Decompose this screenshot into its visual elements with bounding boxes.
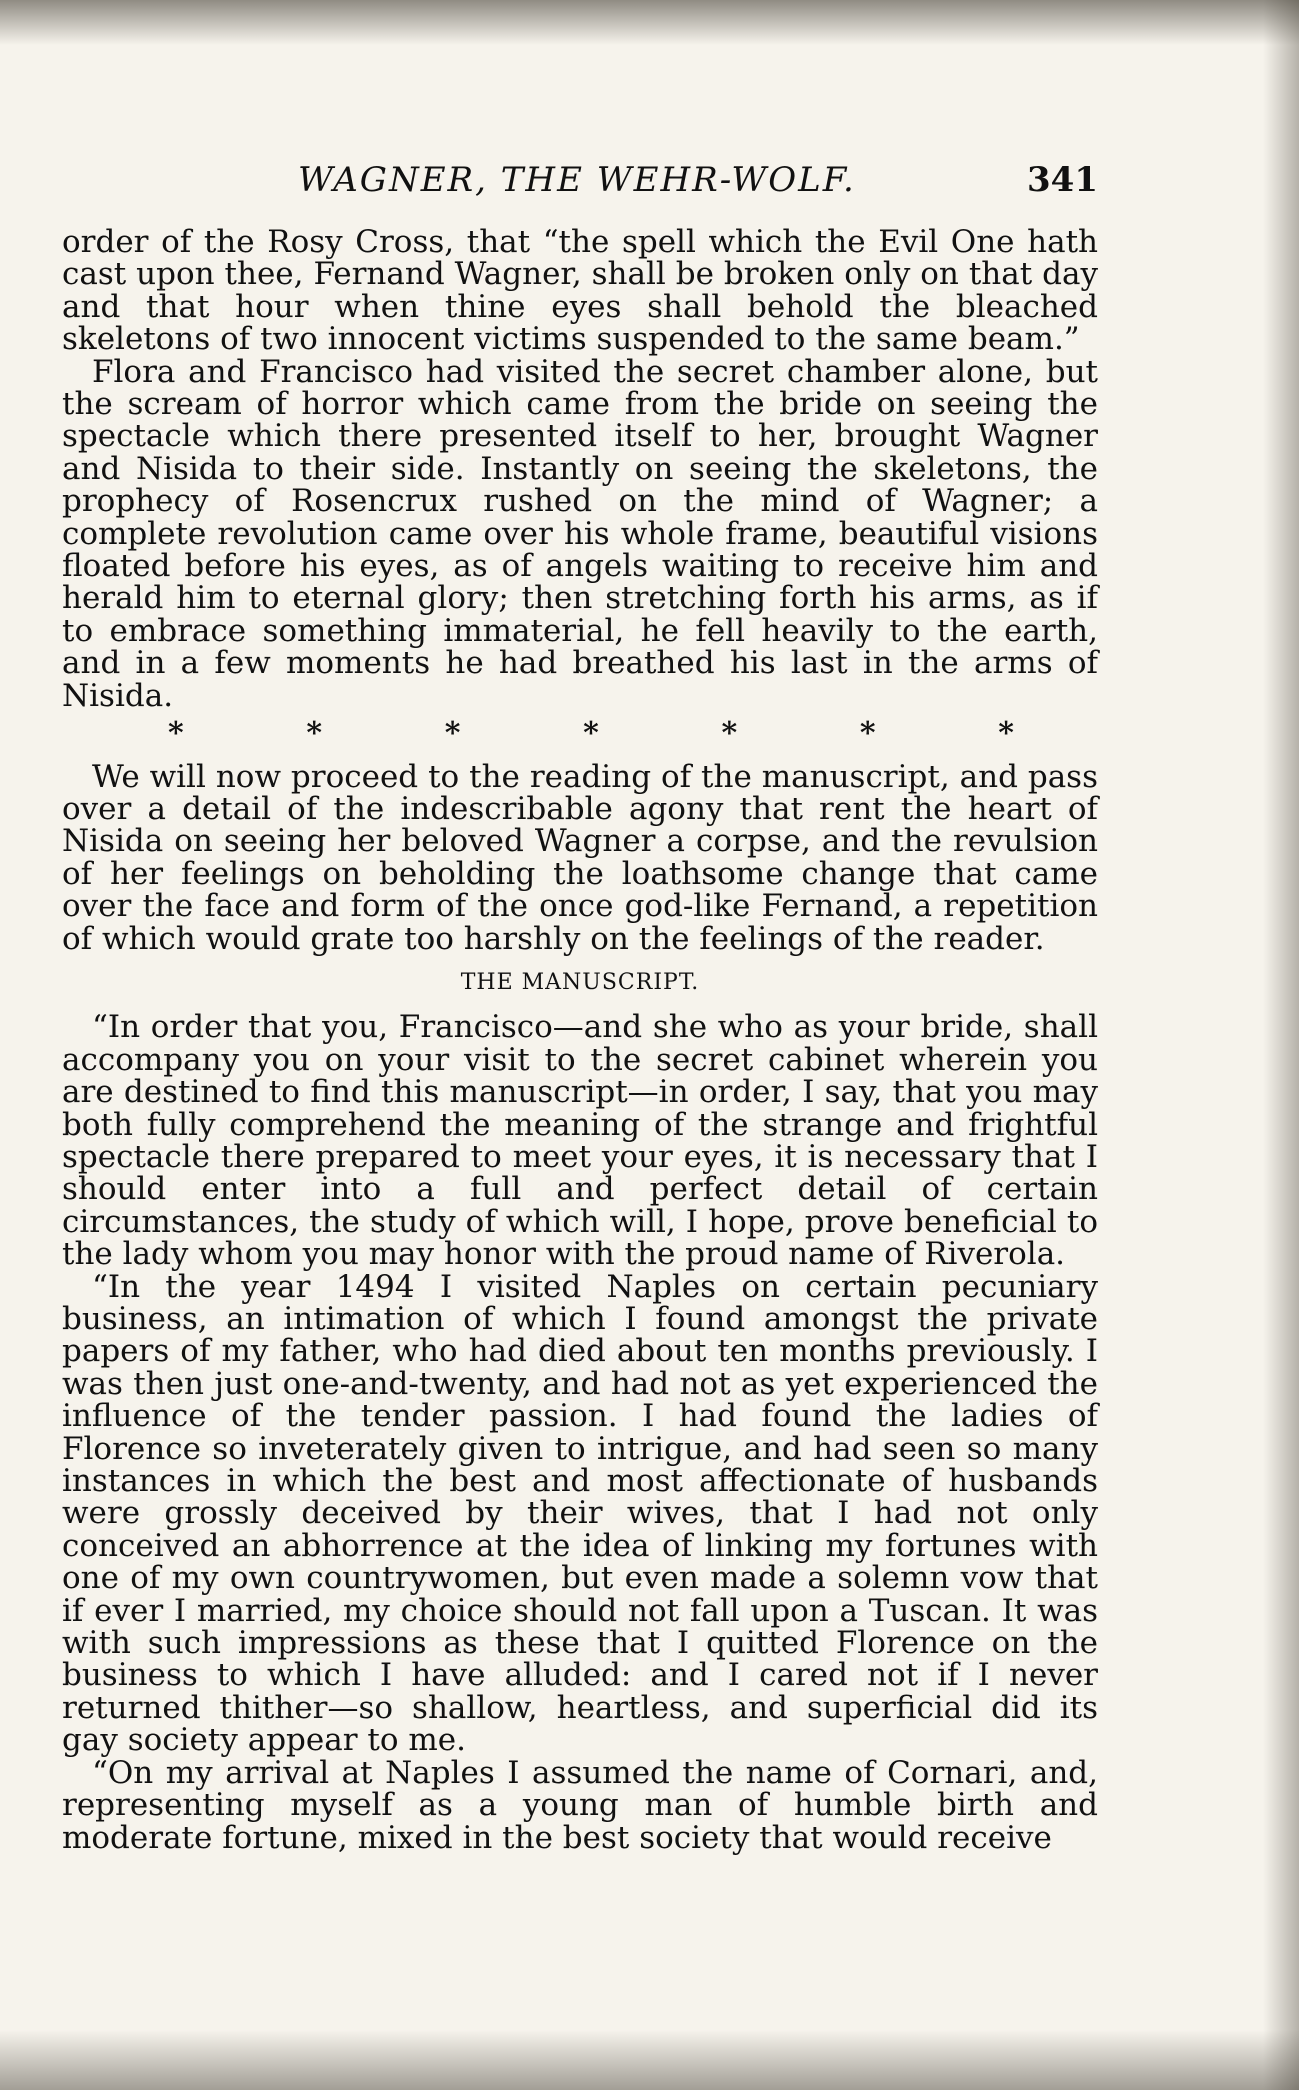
asterisk: *	[721, 716, 738, 752]
page-edge-shadow-right	[1263, 0, 1299, 2090]
page-number: 341	[1027, 160, 1098, 200]
section-heading: THE MANUSCRIPT.	[460, 969, 700, 995]
section-break	[62, 712, 1098, 760]
page-edge-shadow-top	[0, 0, 1299, 45]
asterisk: *	[583, 716, 599, 752]
page-edge-shadow-bottom	[0, 2030, 1299, 2090]
running-title: WAGNER, THE WEHR-WOLF.	[298, 160, 856, 200]
paragraph: Flora and Francisco had visited the secret chamber alone, but the scream of horror which came from the bride on seeing the spectacle which there presented itself to her, brought Wagner and Nisida to their side. Instantly on seeing the skeletons, the prophecy of Rosencrux rushed on the mind of Wagner; a complete revolution came over his whole frame, beautiful visions floated before his eyes, as of angels waiting to receive him and herald him to eternal glory; then stretching forth his arms, as if to embrace something immaterial, he fell heavily to the earth, and in a few moments he had breathed his last in the arms of Nisida.	[62, 353, 1098, 714]
paragraph: We will now proceed to the reading of the manuscript, and pass over a detail of the indescribable agony that rent the heart of Nisida on seeing her beloved Wagner a corpse, and the revulsion of her feelings on beholding the loathsome change that came over the face and form of the once god-like Fernand, a repetition of which would grate too harshly on the feelings of the reader.	[62, 758, 1098, 957]
asterisk: *	[998, 716, 1014, 752]
asterisk: *	[306, 716, 323, 752]
body-text	[62, 226, 1098, 1854]
asterisk: *	[859, 716, 876, 752]
paragraph: “In the year 1494 I visited Naples on certain pecuniary business, an intimation of which I found amongst the private papers of my father, who had died about ten months previously. I was then just one-and-twenty, and had not as yet experienced the influence of the tender passion. I had found the ladies of Florence so inveterately given to intrigue, and had seen so many instances in which the best and most affectionate of husbands were grossly deceived by their wives, that I had not only conceived an abhorrence at the idea of linking my fortunes with one of my own countrywomen, but even made a solemn vow that if ever I married, my choice should not fall upon a Tuscan. It was with such impressions as these that I quitted Florence on the business to which I have alluded: and I cared not if I never returned thither—so shallow, heartless, and superficial did its gay society appear to me.	[62, 1268, 1098, 1759]
asterisk: *	[444, 716, 461, 752]
paragraph: “In order that you, Francisco—and she who as your bride, shall accompany you on your visit to the secret cabinet wherein you are destined to find this manuscript—in order, I say, that you may both fully comprehend the meaning of the strange and frightful spectacle there prepared to meet your eyes, it is necessary that I should enter into a full and perfect detail of certain circumstances, the study of which will, I hope, prove beneficial to the lady whom you may honor with the proud name of Riverola.	[62, 1009, 1098, 1273]
paragraph: “On my arrival at Naples I assumed the name of Cornari, and, representing myself as a young man of humble birth and moderate fortune, mixed in the best society that would receive	[62, 1754, 1098, 1856]
page-header	[62, 150, 1098, 210]
paragraph: order of the Rosy Cross, that “the spell which the Evil One hath cast upon thee, Fernand Wagner, shall be broken only on that day and that hour when thine eyes shall behold the bleached skeletons of two innocent victims suspended to the same beam.”	[62, 224, 1098, 358]
asterisk: *	[168, 716, 184, 752]
